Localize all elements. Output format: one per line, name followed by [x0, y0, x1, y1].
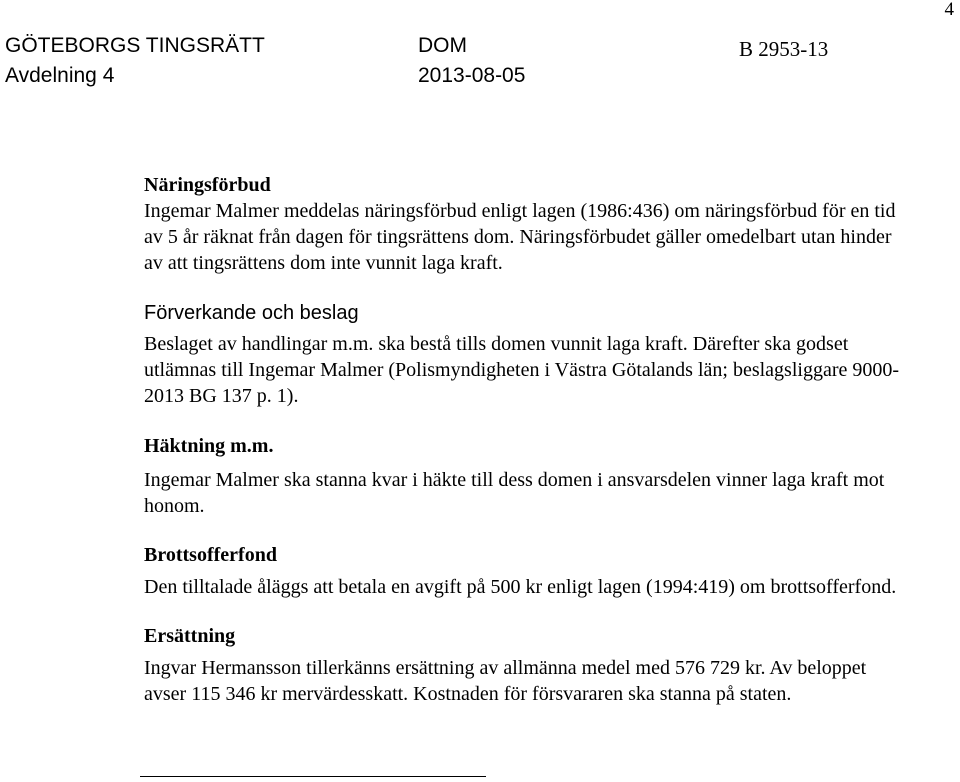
document-date: 2013-08-05 — [418, 64, 526, 87]
section-naringsforbud — [144, 172, 904, 276]
footnote-separator — [140, 776, 486, 777]
section-text: Beslaget av handlingar m.m. ska bestå tills domen vunnit laga kraft. Därefter ska godset utlämnas till Ingemar Malmer (Polismyndigheten i Västra Götalands län; beslagsliggare 9000-2013 BG 137 p. 1). — [144, 333, 900, 407]
section-text: Ingemar Malmer meddelas näringsförbud enligt lagen (1986:436) om näringsförbud för en tid av 5 år räknat från dagen för tingsrättens dom. Näringsförbudet gäller omedelbart utan hinder av att tingsrättens dom inte vunnit laga kraft. — [144, 200, 896, 274]
section-brottsofferfond — [144, 542, 904, 600]
section-forverkande — [144, 300, 904, 409]
section-heading: Förverkande och beslag — [144, 302, 359, 324]
court-name: GÖTEBORGS TINGSRÄTT — [5, 34, 265, 57]
court-division: Avdelning 4 — [5, 64, 115, 87]
section-heading: Brottsofferfond — [144, 544, 277, 566]
section-haktning — [144, 433, 904, 519]
section-heading: Ersättning — [144, 625, 236, 647]
case-number: B 2953-13 — [739, 37, 829, 61]
section-text: Ingemar Malmer ska stanna kvar i häkte till dess domen i ansvarsdelen vinner laga kraft mot honom. — [144, 469, 885, 517]
section-text: Ingvar Hermansson tillerkänns ersättning av allmänna medel med 576 729 kr. Av beloppet avser 115 346 kr mervärdesskatt. Kostnaden för försvararen ska stanna på staten. — [144, 657, 867, 705]
section-ersattning — [144, 623, 904, 707]
section-heading: Näringsförbud — [144, 174, 271, 196]
document-type: DOM — [418, 34, 467, 57]
page-number: 4 — [944, 0, 954, 20]
section-text: Den tilltalade åläggs att betala en avgift på 500 kr enligt lagen (1994:419) om brottsofferfond. — [144, 576, 897, 598]
section-heading: Häktning m.m. — [144, 435, 274, 457]
document-body — [144, 172, 904, 730]
